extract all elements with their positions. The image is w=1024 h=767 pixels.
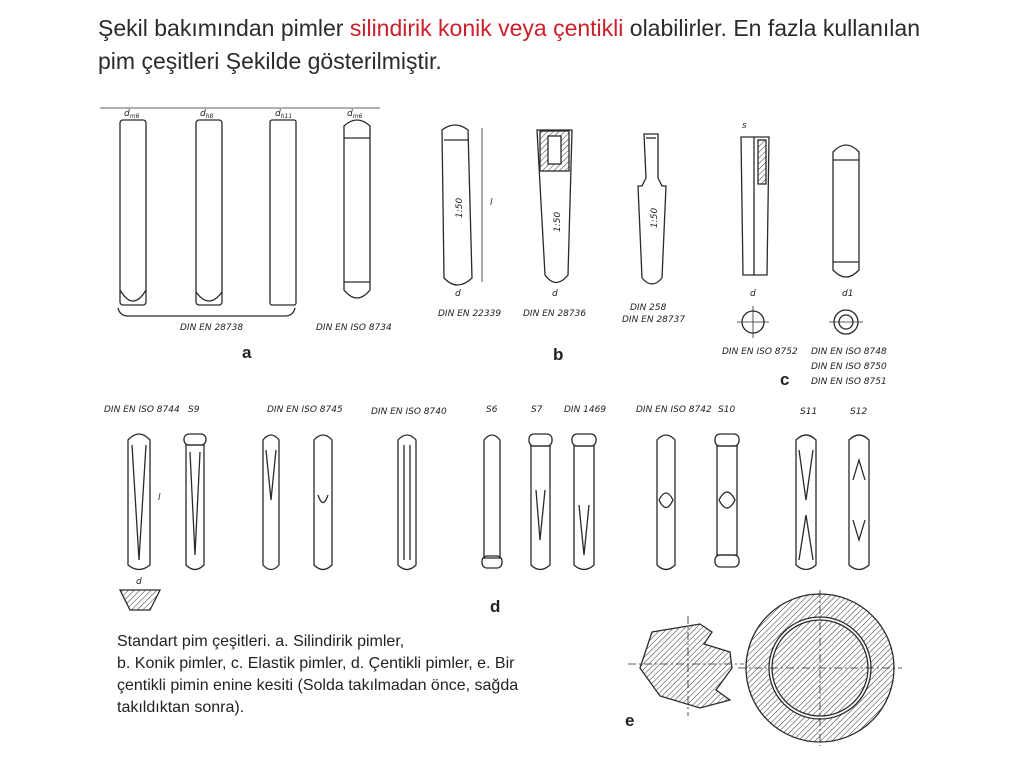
pin-groove — [799, 450, 813, 560]
dim-label: d — [750, 289, 756, 299]
pin-head — [715, 555, 739, 567]
pin-code-label: DIN EN ISO 8745 — [267, 405, 343, 415]
dim-label: $d_{h11}$ — [275, 109, 293, 120]
pin-code-label: S11 — [800, 407, 818, 417]
pin-chamfer — [196, 292, 222, 301]
pin-head — [184, 434, 206, 445]
panel-label-b: b — [553, 345, 564, 364]
panel-b-taper-pins — [442, 125, 666, 285]
pin-code-label: S6 — [486, 405, 498, 415]
pin-code-label: DIN EN ISO 8740 — [371, 407, 447, 417]
heading-text-2: olabilirler. En fazla kullanılan pim çeşitleri Şekilde gösterilmiştir. — [98, 15, 920, 74]
pin-code-label: DIN EN ISO 8744 — [104, 405, 180, 415]
length-label: l — [158, 493, 161, 503]
pin-chamfer — [120, 290, 146, 301]
dim-label: d — [136, 577, 142, 587]
threaded-bore — [548, 136, 561, 164]
caption-line: çentikli pimin enine kesiti (Solda takılmadan önce, sağda — [117, 677, 519, 694]
pin-groove — [132, 445, 146, 560]
pin-groove — [190, 452, 200, 555]
pin-code-label: DIN EN ISO 8742 — [636, 405, 712, 415]
cylindrical-pin-3 — [270, 120, 296, 305]
standard-label: DIN EN ISO 8752 — [722, 347, 798, 357]
standard-label: DIN EN ISO 8734 — [316, 323, 392, 333]
pin-code-label: DIN 1469 — [564, 405, 607, 415]
dim-label: s — [742, 121, 747, 131]
pin-groove — [579, 505, 589, 555]
pin-groove — [318, 495, 328, 503]
standard-label: DIN 258 — [630, 303, 667, 313]
section-before-insertion — [640, 624, 732, 708]
pin-code-label: S12 — [850, 407, 868, 417]
panel-label-e: e — [625, 711, 635, 730]
pin-code-label: S9 — [188, 405, 200, 415]
panel-label-a: a — [242, 343, 252, 362]
panel-e-cross-sections — [628, 590, 902, 746]
taper-label: 1:50 — [650, 207, 660, 228]
caption-line: Standart pim çeşitleri. a. Silindirik pimler, — [117, 633, 405, 650]
coiled-spring-pin — [833, 145, 859, 277]
standard-label: DIN EN ISO 8748 — [811, 347, 887, 357]
grooved-pin-6 — [484, 435, 500, 558]
pin-head — [529, 434, 552, 446]
panel-d-grooved-pins — [120, 434, 869, 610]
panel-a-cylindrical-pins — [100, 108, 380, 316]
caption-line: takıldıktan sonra). — [117, 699, 245, 716]
cylindrical-pin-1 — [120, 120, 146, 305]
panel-c-spring-pins — [737, 137, 863, 338]
pin-code-label: S7 — [531, 405, 543, 415]
grooved-pin-7 — [531, 446, 550, 570]
dim-label: $d_{m6}$ — [124, 109, 140, 120]
pin-head — [715, 434, 739, 446]
heading-highlight: silindirik konik veya çentikli — [349, 15, 624, 41]
pin-groove — [266, 450, 276, 500]
standard-label: DIN EN 28738 — [180, 323, 244, 333]
grooved-pin-section — [120, 590, 160, 610]
heading-text-1: Şekil bakımından pimler — [98, 15, 350, 41]
standard-label: DIN EN ISO 8751 — [811, 377, 887, 387]
group-brace — [118, 308, 295, 316]
dim-label: d — [455, 289, 461, 299]
grooved-pin-3 — [263, 435, 279, 570]
panel-label-c: c — [780, 370, 790, 389]
cylindrical-pin-4 — [344, 120, 370, 298]
dim-label: d1 — [842, 289, 854, 299]
dim-label: d — [552, 289, 558, 299]
pin-groove — [659, 493, 673, 508]
panel-label-d: d — [490, 597, 501, 616]
standard-label: DIN EN 22339 — [438, 309, 502, 319]
cylindrical-pin-2 — [196, 120, 222, 305]
caption-line: b. Konik pimler, c. Elastik pimler, d. Çentikli pimler, e. Bir — [117, 655, 515, 672]
pin-groove — [719, 492, 735, 508]
pin-groove — [853, 460, 865, 540]
standard-label: DIN EN 28737 — [622, 315, 686, 325]
length-label: l — [490, 198, 493, 208]
pin-code-label: S10 — [718, 405, 736, 415]
dim-label: $d_{m6}$ — [347, 109, 363, 120]
figure-caption — [117, 631, 597, 719]
taper-label: 1:50 — [553, 211, 563, 232]
pin-wall-hatching — [758, 140, 766, 184]
grooved-pin-11 — [796, 435, 816, 570]
standard-label: DIN EN ISO 8750 — [811, 362, 887, 372]
grooved-pin-5 — [398, 435, 416, 570]
taper-label: 1:50 — [455, 197, 465, 218]
standard-label: DIN EN 28736 — [523, 309, 587, 319]
grooved-pin-1 — [128, 434, 150, 570]
pin-groove — [536, 490, 545, 540]
pin-head — [572, 434, 596, 446]
grooved-pin-12 — [849, 435, 869, 570]
grooved-pin-10 — [717, 446, 737, 555]
dim-label: $d_{h8}$ — [200, 109, 214, 120]
